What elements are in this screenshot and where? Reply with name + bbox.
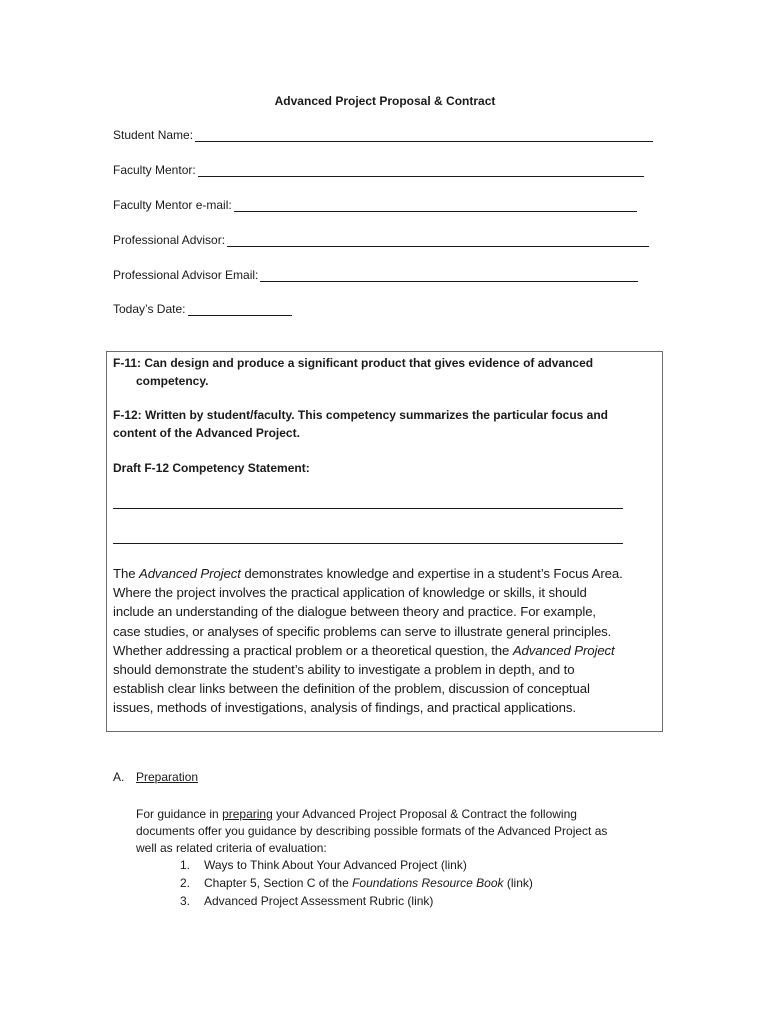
guidance-line-3: well as related criteria of evaluation: [136,841,327,855]
guidance-link-2[interactable] [180,874,533,892]
list-number: 3. [180,894,191,908]
advanced-project-description [113,564,658,718]
para-line-2: Where the project involves the practical application of knowledge or skills, it should [113,585,587,601]
professional-advisor-label: Professional Advisor: [113,233,226,247]
list-number: 1. [180,858,191,872]
guidance-text [136,806,656,857]
draft-statement-line-1[interactable] [113,508,623,509]
document-title: Advanced Project Proposal & Contract [274,94,496,108]
student-name-field[interactable] [113,128,653,142]
f12-line2: content of the Advanced Project. [113,426,300,440]
draft-statement-line-2[interactable] [113,543,623,544]
todays-date-label: Today’s Date: [113,302,186,316]
f11-line1: F-11: Can design and produce a significant product that gives evidence of advanced [113,356,594,370]
todays-date-field[interactable] [113,302,292,316]
student-name-label: Student Name: [113,128,194,142]
guidance-line-2: documents offer you guidance by describing possible formats of the Advanced Project as [136,824,608,838]
faculty-mentor-email-line[interactable] [234,200,637,212]
section-a [0,770,770,788]
f11-line2: competency. [136,374,209,388]
para-line-6: should demonstrate the student’s ability to investigate a problem in depth, and to [113,662,575,678]
faculty-mentor-email-label: Faculty Mentor e-mail: [113,198,232,212]
para-line-5: Whether addressing a practical problem or a theoretical question, the Advanced Project [113,642,615,658]
todays-date-line[interactable] [188,304,292,316]
para-line-8: issues, methods of investigations, analysis of findings, and practical applications. [113,700,576,716]
para-line-4: case studies, or analyses of specific problems can serve to illustrate general principles. [113,623,612,639]
guidance-links-list [180,856,533,910]
faculty-mentor-line[interactable] [198,165,644,177]
list-number: 2. [180,876,191,890]
guidance-link-1[interactable] [180,856,533,874]
professional-advisor-field[interactable] [113,233,649,247]
link-text[interactable]: Chapter 5, Section C of the Foundations Resource Book (link) [204,876,533,890]
para-line-7: establish clear links between the definition of the problem, discussion of conceptual [113,681,590,697]
para-line-3: include an understanding of the dialogue between theory and practice. For example, [113,604,596,620]
section-a-number: A. [113,770,125,784]
professional-advisor-email-field[interactable] [113,268,638,282]
f12-line1: F-12: Written by student/faculty. This competency summarizes the particular focus and [113,408,608,422]
professional-advisor-line[interactable] [227,235,649,247]
para-line-1: The Advanced Project demonstrates knowledge and expertise in a student’s Focus Area. [113,566,623,581]
faculty-mentor-label: Faculty Mentor: [113,163,196,177]
link-text[interactable]: Advanced Project Assessment Rubric (link) [204,894,434,908]
link-text[interactable]: Ways to Think About Your Advanced Project (link) [204,858,467,872]
guidance-link-3[interactable] [180,892,533,910]
professional-advisor-email-line[interactable] [260,270,638,282]
draft-statement-label: Draft F-12 Competency Statement: [113,461,310,475]
faculty-mentor-field[interactable] [113,163,644,177]
guidance-line-1: For guidance in preparing your Advanced Project Proposal & Contract the following [136,807,577,821]
student-name-line[interactable] [195,130,653,142]
faculty-mentor-email-field[interactable] [113,198,637,212]
section-a-heading: Preparation [136,770,199,784]
professional-advisor-email-label: Professional Advisor Email: [113,268,259,282]
